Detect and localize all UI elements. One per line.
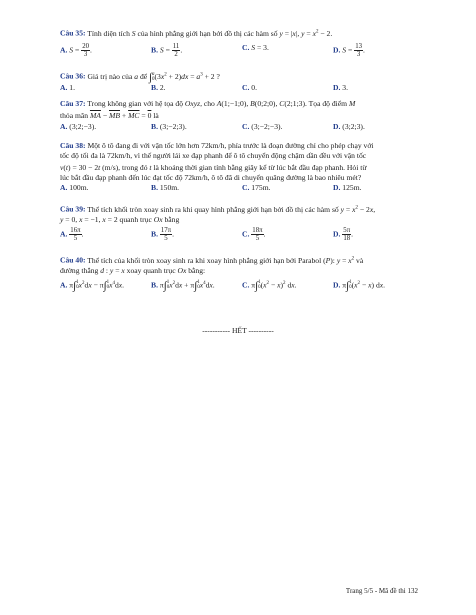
question-36 (60, 70, 426, 93)
options-row (60, 83, 426, 93)
option-c[interactable]: C. π∫ 1 0 $(x^2 - x)^2$ dx. (242, 279, 297, 292)
options-row (60, 122, 426, 132)
question-35 (60, 27, 426, 58)
question-text-2: đường thẳng d : y = x xoay quanh trục Ox bằng: (60, 265, 206, 275)
page-footer: Trang 5/5 - Mã đề thi 132 (345, 587, 418, 595)
question-37 (60, 99, 426, 132)
option-c[interactable]: C. $\frac{18\pi}{5}$ . (242, 226, 266, 242)
option-a[interactable]: A. 100m. (60, 183, 89, 192)
option-b[interactable]: B. 150m. (151, 183, 180, 192)
option-a[interactable]: A. π∫ 1 0 $x^2dx - \pi\int$ 1 0 $x^4dx$. (60, 279, 125, 292)
option-c[interactable]: C. 0. (242, 82, 257, 92)
option-a[interactable]: A. 1. (60, 82, 75, 92)
question-40 (60, 254, 426, 290)
question-39 (60, 203, 426, 242)
options-row (60, 43, 426, 58)
option-a[interactable]: A. (3;2;−3). (60, 122, 97, 131)
question-text-2: tốc độ tối đa là 72km/h, vì thế người lái xe đạp phanh để ô tô chuyển động chậm dần đều với vận tốc (60, 151, 367, 160)
option-c[interactable]: C. (3;−2;−3). (242, 122, 283, 131)
option-a[interactable]: A. S = $\frac{20}{3}$ . (60, 42, 92, 58)
option-b[interactable]: B. (3;−2;3). (151, 122, 187, 131)
option-d[interactable]: D. S = $\frac{13}{3}$ . (333, 42, 365, 58)
question-text: Tính diện tích S của hình phẳng giới hạn bởi đồ thị các hàm số y = |x|, $y = x^2 - 2$. (87, 28, 333, 38)
question-label: Câu 38: (60, 141, 86, 150)
option-d[interactable]: D. $\frac{5\pi}{18}$ . (333, 226, 354, 242)
question-text: Thể tích của khối tròn xoay sinh ra khi xoay hình phẳng giới hạn bởi Parabol (P): $y = x^2$ và (87, 255, 364, 265)
options-row (60, 183, 426, 193)
question-label: Câu 37: (60, 99, 86, 108)
options-row (60, 279, 426, 291)
question-text-4: lúc bắt đầu đạp phanh đến lúc đạt tốc độ 72km/h, ô tô đã di chuyển quãng đường là bao nhiêu mét? (60, 173, 362, 182)
option-c[interactable]: C. S = 3. (242, 42, 269, 52)
option-c[interactable]: C. 175m. (242, 183, 271, 192)
option-d[interactable]: D. (3;2;3). (333, 122, 365, 131)
question-38 (60, 141, 426, 193)
question-label: Câu 35: (60, 28, 86, 38)
question-label: Câu 39: (60, 204, 86, 214)
option-b[interactable]: B. $\frac{17\pi}{5}$ . (151, 226, 175, 242)
question-text: Trong không gian với hệ tọa độ Oxyz, cho A(1;−1;0), B(0;2;0), C(2;1;3). Tọa độ điểm M (87, 99, 356, 108)
option-a[interactable]: A. $\frac{16\pi}{5}$ . (60, 226, 84, 242)
question-text-2: thỏa mãn $\overline{MA} - \overline{MB} + \overline{MC} = 0$ là (60, 111, 159, 120)
question-label: Câu 40: (60, 255, 86, 265)
question-text-2: y = 0, x = −1, x = 2 quanh trục Ox bằng (60, 214, 180, 224)
option-d[interactable]: D. 125m. (333, 183, 362, 192)
option-b[interactable]: B. π∫ 1 0 $x^2dx + \pi\int$ 1 0 $x^4dx$. (151, 279, 215, 292)
option-d[interactable]: D. π∫ 1 0 $(x^2 - x)$ dx. (333, 279, 386, 292)
question-text: Thể tích khối tròn xoay sinh ra khi quay hình phẳng giới hạn bởi đồ thị các hàm số $y = x^2 - 2x$, (87, 204, 376, 214)
options-row (60, 227, 426, 242)
question-label: Câu 36: (60, 71, 86, 81)
question-text: Một ô tô đang đi với vận tốc lớn hơn 72km/h, phía trước là đoạn đường chỉ cho phép chạy với (87, 141, 374, 150)
end-marker: ----------- HẾT ---------- (202, 326, 274, 335)
question-text: Giá trị nào của a để ∫ a 0 $(3x^2 + 2)dx = a^3 + 2$ ? (87, 70, 220, 83)
question-text-3: v(t) = 30 − 2t (m/s), trong đó t là khoảng thời gian tính bằng giây kể từ lúc bắt đầu đạp phanh. Hỏi từ (60, 163, 367, 172)
option-b[interactable]: B. 2. (151, 82, 166, 92)
option-b[interactable]: B. S = $\frac{11}{2}$ . (151, 42, 183, 58)
option-d[interactable]: D. 3. (333, 82, 348, 92)
